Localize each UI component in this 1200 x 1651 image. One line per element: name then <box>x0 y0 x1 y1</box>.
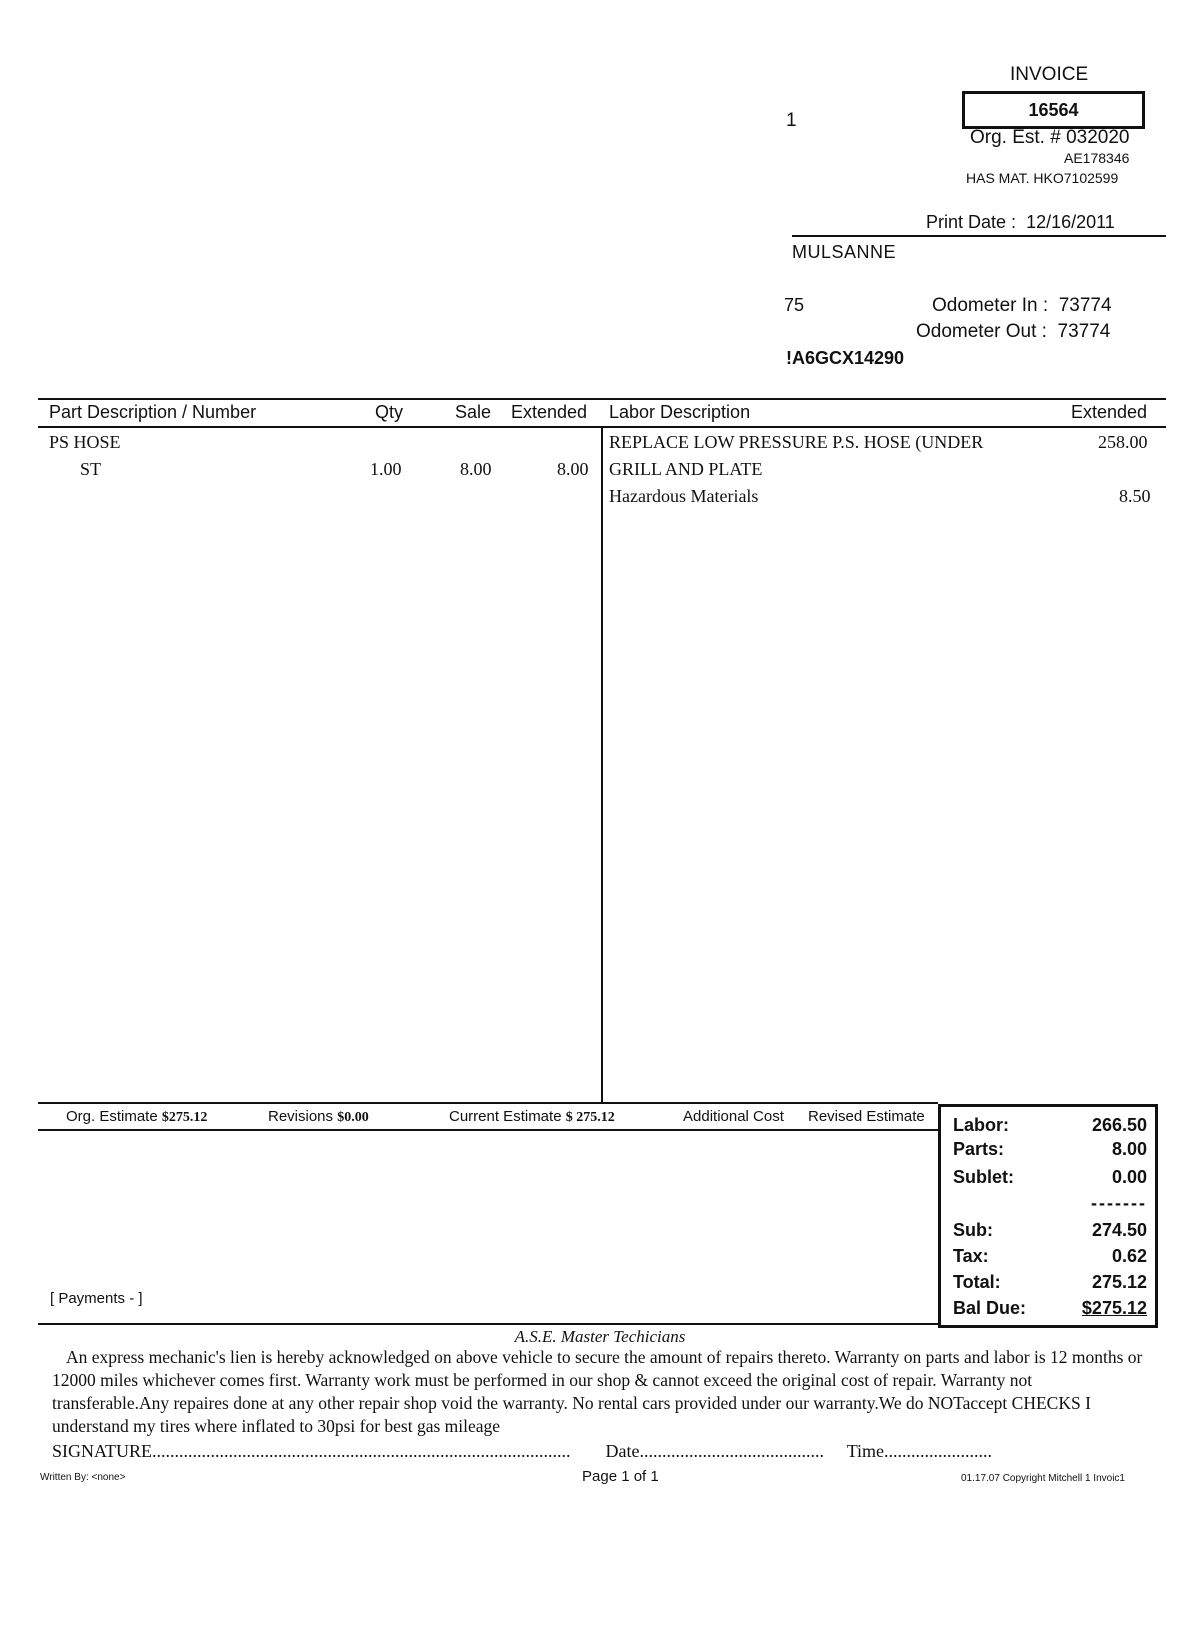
lien-warranty-text <box>52 1346 1152 1438</box>
time-line: Time........................ <box>846 1441 993 1461</box>
current-estimate-value: $ 275.12 <box>565 1110 615 1125</box>
has-mat-number: HAS MAT. HKO7102599 <box>966 170 1119 186</box>
part-extended: 8.00 <box>557 459 589 479</box>
org-estimate-value: $275.12 <box>161 1110 208 1125</box>
header-part-description: Part Description / Number <box>49 402 257 422</box>
labor-line-2: GRILL AND PLATE <box>609 459 763 479</box>
total-value: 275.12 <box>1091 1272 1147 1292</box>
invoice-number: 16564 <box>962 91 1145 129</box>
org-estimate-number: Org. Est. # 032020 <box>970 127 1130 148</box>
odometer-out-label: Odometer Out : <box>916 321 1047 342</box>
part-sale: 8.00 <box>460 459 492 479</box>
summary-bottom-rule <box>38 1323 938 1325</box>
header-labor-description: Labor Description <box>609 402 751 422</box>
header-labor-extended: Extended <box>1071 402 1148 422</box>
revisions <box>268 1108 369 1126</box>
written-by: Written By: <none> <box>40 1472 126 1483</box>
table-top-rule <box>38 398 1166 400</box>
print-date-label: Print Date : <box>926 212 1017 232</box>
balance-due-value: $275.12 <box>1081 1298 1147 1318</box>
page-marker: 1 <box>786 110 797 131</box>
signature-row <box>52 1441 992 1462</box>
total-label: Total: <box>953 1272 1001 1292</box>
current-estimate <box>449 1108 615 1126</box>
odometer-in-value: 73774 <box>1058 295 1112 316</box>
ae-number: AE178346 <box>1064 150 1130 166</box>
date-line: Date......................................... <box>605 1441 824 1461</box>
page-of: Page 1 of 1 <box>582 1468 659 1485</box>
current-estimate-label: Current Estimate <box>449 1108 562 1125</box>
copyright: 01.17.07 Copyright Mitchell 1 Invoic1 <box>961 1473 1125 1484</box>
labor-line-3: Hazardous Materials <box>609 486 759 506</box>
revisions-value: $0.00 <box>337 1110 369 1125</box>
estimate-bottom-rule <box>38 1129 938 1131</box>
header-extended: Extended <box>511 402 588 422</box>
org-estimate-label: Org. Estimate <box>66 1108 158 1125</box>
vin-fragment: !A6GCX14290 <box>786 348 905 368</box>
header-qty: Qty <box>375 402 404 422</box>
tax-label: Tax: <box>953 1246 989 1266</box>
parts-labor-divider <box>601 428 603 1102</box>
labor-line-1: REPLACE LOW PRESSURE P.S. HOSE (UNDER <box>609 432 984 452</box>
signature-line: SIGNATURE............................................................................................. <box>52 1441 571 1461</box>
labor-total-label: Labor: <box>953 1115 1009 1135</box>
print-date <box>926 212 1115 233</box>
estimate-top-rule <box>38 1102 938 1104</box>
odometer-out <box>916 321 1110 343</box>
header-sale: Sale <box>455 402 492 422</box>
odometer-out-value: 73774 <box>1057 321 1111 342</box>
odometer-in-label: Odometer In : <box>932 295 1049 316</box>
balance-due-label: Bal Due: <box>953 1298 1027 1318</box>
odometer-in <box>932 295 1112 317</box>
revisions-label: Revisions <box>268 1108 334 1125</box>
totals-box <box>938 1104 1158 1328</box>
revised-estimate-label: Revised Estimate <box>808 1108 925 1125</box>
header-divider <box>792 235 1166 237</box>
parts-total-label: Parts: <box>953 1139 1005 1159</box>
lien-paragraph: An express mechanic's lien is hereby acknowledged on above vehicle to secure the amount of repairs thereto. Warranty on parts and labor is 12 months or 12000 miles whichever comes first. Warranty work must be performed in our shop & cannot exceed the original cost of repair. Warranty not transferable.Any repaires done at any other repair shop void the warranty. No rental cars provided under our warranty.We do NOTaccept CHECKS I understand my tires where inflated to 30psi for best gas mileage <box>52 1347 1143 1436</box>
sublet-total-value: 0.00 <box>1111 1167 1147 1187</box>
payments: [ Payments - ] <box>50 1290 143 1307</box>
labor-line-1-extended: 258.00 <box>1098 432 1148 452</box>
additional-cost-label: Additional Cost <box>683 1108 784 1125</box>
part-qty: 1.00 <box>370 459 402 479</box>
part-description: PS HOSE <box>49 432 121 452</box>
org-estimate <box>66 1108 207 1126</box>
parts-total-value: 8.00 <box>1111 1139 1147 1159</box>
invoice-title: INVOICE <box>1010 64 1089 85</box>
vehicle-year-fragment: 75 <box>784 295 805 315</box>
print-date-value: 12/16/2011 <box>1026 212 1115 232</box>
customer-name: MULSANNE <box>792 242 897 262</box>
sublet-total-label: Sublet: <box>953 1167 1014 1187</box>
labor-line-3-extended: 8.50 <box>1119 486 1151 506</box>
sub-total-value: 274.50 <box>1091 1220 1147 1240</box>
part-number: ST <box>80 459 102 479</box>
totals-separator: ------- <box>1091 1193 1147 1213</box>
ase-master-technicians: A.S.E. Master Techicians <box>514 1327 686 1346</box>
sub-total-label: Sub: <box>953 1220 993 1240</box>
tax-value: 0.62 <box>1111 1246 1147 1266</box>
labor-total-value: 266.50 <box>1091 1115 1147 1135</box>
